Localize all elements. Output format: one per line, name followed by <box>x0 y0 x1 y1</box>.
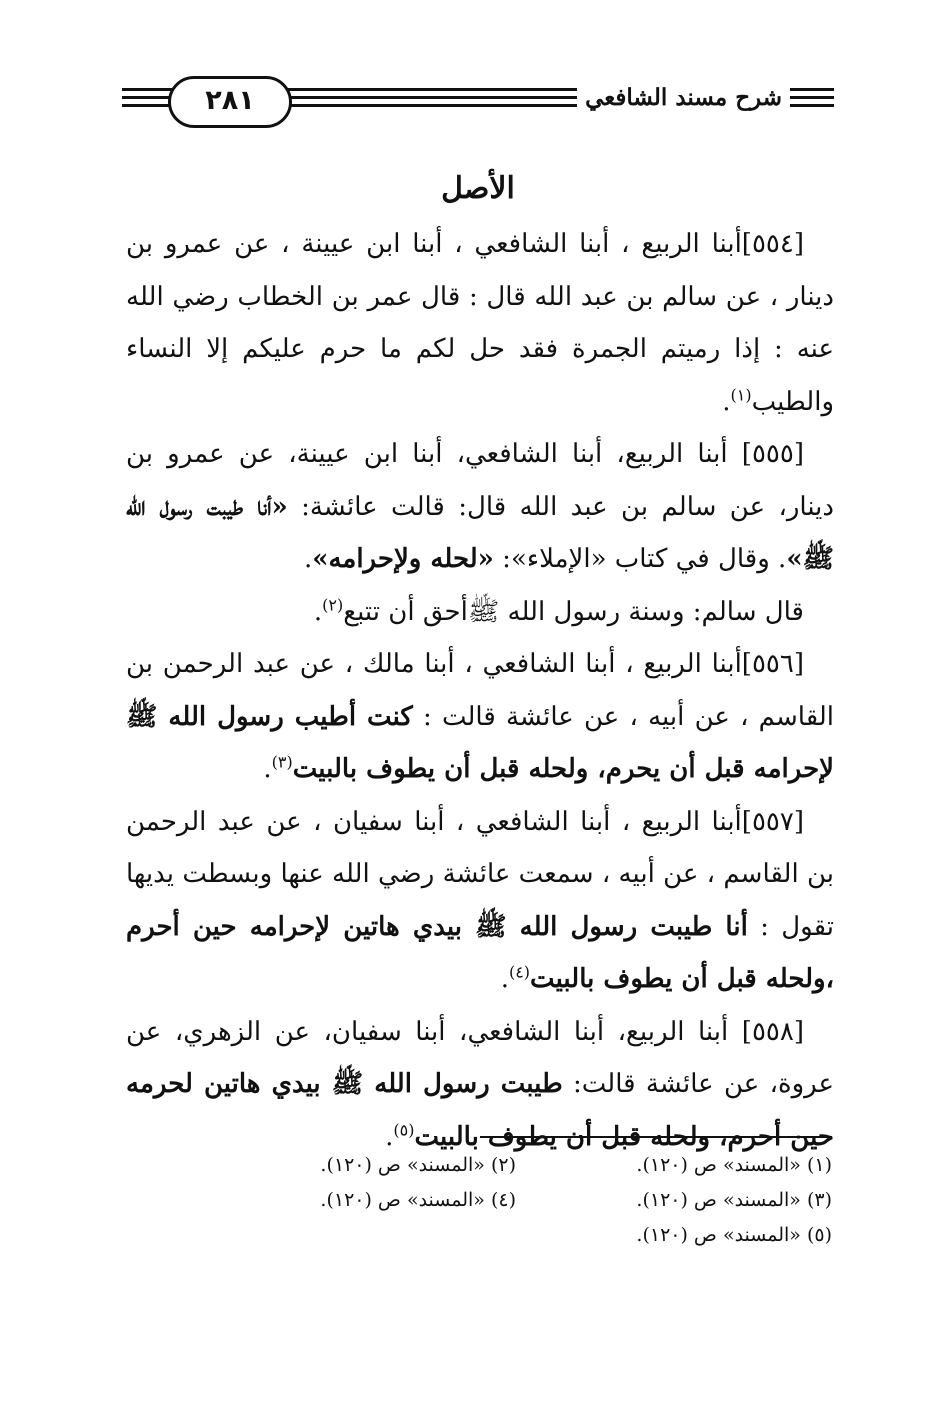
text-run: . <box>303 544 313 574</box>
footnote-row <box>200 1183 832 1218</box>
quoted-text: طيبت رسول الله ﷺ بيدي هاتين لحرمه حين أحرم، ولحله قبل أن يطوف بالبيت <box>126 1069 834 1152</box>
footnote-marker: (١) <box>730 384 752 404</box>
footnotes <box>200 1148 832 1253</box>
footnote-3: (٣) «المسند» ص (١٢٠). <box>636 1189 832 1211</box>
text-run: . <box>263 754 272 784</box>
text-run: قال سالم: وسنة رسول الله ﷺأحق أن تتبع <box>343 596 804 627</box>
paragraph <box>126 428 834 586</box>
paragraph <box>126 1006 834 1164</box>
footnote-row <box>200 1218 832 1253</box>
quoted-text: «أنا طيبت رسول الله ﷺ» <box>126 491 834 574</box>
footnote-5: (٥) «المسند» ص (١٢٠). <box>636 1224 832 1246</box>
paragraph <box>126 586 834 639</box>
main-text <box>126 218 834 1163</box>
text-run: [٥٥٧]أبنا الربيع ، أبنا الشافعي ، أبنا سفيان ، عن عبد الرحمن بن القاسم ، عن أبيه ، سمعت عائشة رضي الله عنها وبسطت يديها تقول : <box>126 806 834 942</box>
text-run: [٥٥٨] أبنا الربيع، أبنا الشافعي، أبنا سفيان، عن الزهري، عن عروة، عن عائشة قالت: <box>126 1016 834 1099</box>
quoted-text: كنت أطيب رسول الله ﷺ لإحرامه قبل أن يحرم، ولحله قبل أن يطوف بالبيت <box>126 701 834 784</box>
footnote-2: (٢) «المسند» ص (١٢٠). <box>320 1154 516 1176</box>
footnote-1: (١) «المسند» ص (١٢٠). <box>636 1154 832 1176</box>
quoted-text: أنا طيبت رسول الله ﷺ بيدي هاتين لإحرامه حين أحرم ،ولحله قبل أن يطوف بالبيت <box>126 911 834 994</box>
text-run: . <box>385 1121 394 1152</box>
text-run: . وقال في كتاب «الإملاء»: <box>493 544 787 574</box>
text-run: . <box>722 386 731 417</box>
quoted-text: «لحله ولإحرامه» <box>312 544 494 574</box>
footnote-marker: (٥) <box>393 1119 415 1139</box>
footnote-marker: (٣) <box>271 752 293 772</box>
text-run: [٥٥٥] أبنا الربيع، أبنا الشافعي، أبنا ابن عيينة، عن عمرو بن دينار، عن سالم بن عبد الله قال: قالت عائشة: <box>126 439 834 522</box>
paragraph <box>126 218 834 428</box>
text-run: . <box>500 964 509 994</box>
paragraph <box>126 638 834 796</box>
text-run: [٥٥٦]أبنا الربيع ، أبنا الشافعي ، أبنا مالك ، عن عبد الرحمن بن القاسم ، عن أبيه ، عن عائشة قالت : <box>126 649 834 732</box>
footnote-row <box>200 1148 832 1183</box>
page-header <box>122 76 834 126</box>
paragraph <box>126 796 834 1006</box>
section-title: الأصل <box>441 171 515 206</box>
text-run: [٥٥٤]أبنا الربيع ، أبنا الشافعي ، أبنا ابن عيينة ، عن عمرو بن دينار ، عن سالم بن عبد الله قال : قال عمر بن الخطاب رضي الله عنه : إذا رميتم الجمرة فقد حل لكم ما حرم عليكم إلا النساء والطيب <box>126 229 834 417</box>
page-number-badge: ٢٨١ <box>168 76 292 128</box>
footnote-marker: (٢) <box>322 594 344 614</box>
footnote-divider <box>480 1136 832 1138</box>
running-title: شرح مسند الشافعي <box>577 80 790 116</box>
footnote-marker: (٤) <box>508 962 531 982</box>
text-run: . <box>313 596 323 627</box>
footnote-4: (٤) «المسند» ص (١٢٠). <box>320 1189 516 1211</box>
